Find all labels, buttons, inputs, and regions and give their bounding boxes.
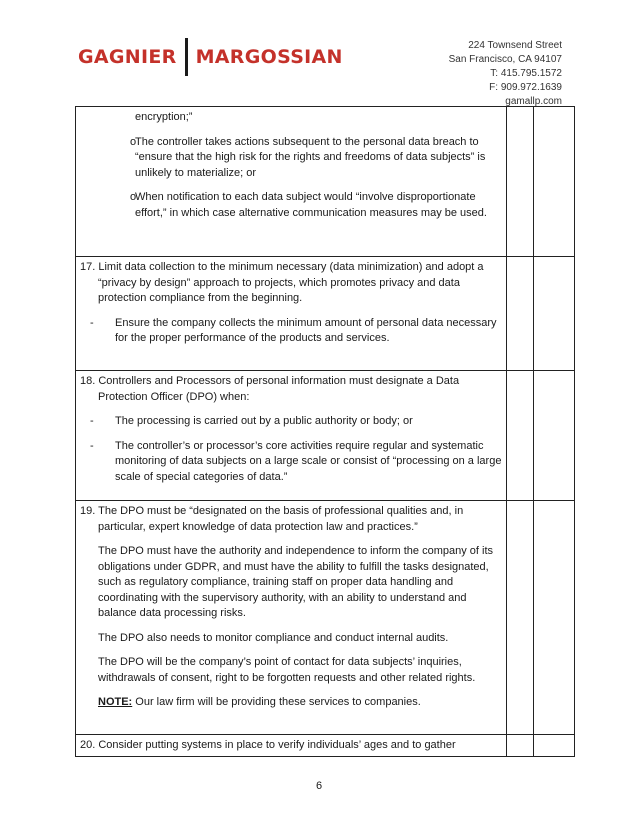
dash-marker: - bbox=[90, 316, 94, 329]
item-text: The controller takes actions subsequent to the personal data breach to “ensure that the high risk for the rights and freedoms of data subjects” is unlikely to materialize; or bbox=[135, 135, 486, 179]
empty-cell bbox=[534, 501, 575, 735]
item-paragraph: The DPO must have the authority and independence to inform the company of its obligations under GDPR, and must have the ability to fulfill the tasks designated, such as regulatory compliance, training staff on proper data handling and coordinating with the supervisory authority, with an ability to understand and balance data processing risks. bbox=[98, 545, 494, 619]
empty-cell bbox=[507, 501, 534, 735]
list-item bbox=[80, 110, 502, 126]
item-title: 18. Controllers and Processors of personal information must designate a Data Protection Officer (DPO) when: bbox=[80, 375, 460, 403]
table-row bbox=[76, 371, 575, 501]
dash-marker: - bbox=[90, 439, 94, 452]
item-text: The processing is carried out by a public authority or body; or bbox=[115, 415, 413, 427]
logo-divider bbox=[185, 38, 188, 76]
table-row bbox=[76, 107, 575, 257]
list-item bbox=[80, 135, 502, 182]
dash-marker: - bbox=[90, 415, 94, 427]
note-paragraph bbox=[80, 695, 502, 711]
note-text: Our law firm will be providing these services to companies. bbox=[132, 696, 421, 708]
firm-logo bbox=[78, 37, 343, 77]
list-item bbox=[80, 414, 502, 430]
item-cell bbox=[76, 501, 507, 735]
item-text: Ensure the company collects the minimum amount of personal data necessary for the proper performance of the products and services. bbox=[115, 316, 497, 344]
item-title: 20. Consider putting systems in place to verify individuals’ ages and to gather bbox=[80, 739, 456, 751]
logo-right-word: MARGOSSIAN bbox=[195, 46, 343, 68]
empty-cell bbox=[534, 735, 575, 757]
empty-cell bbox=[507, 371, 534, 501]
item-text: When notification to each data subject would “involve disproportionate effort,” in which case alternative communication measures may be used. bbox=[135, 191, 487, 219]
address-city: San Francisco, CA 94107 bbox=[448, 54, 562, 65]
address-website: gamallp.com bbox=[505, 96, 562, 107]
table-row bbox=[76, 257, 575, 371]
bullet-marker: o bbox=[130, 135, 137, 148]
firm-address bbox=[449, 39, 562, 109]
empty-cell bbox=[507, 257, 534, 371]
item-cell bbox=[76, 257, 507, 371]
checklist-table bbox=[75, 106, 575, 757]
empty-cell bbox=[507, 735, 534, 757]
bullet-marker: o bbox=[130, 191, 137, 203]
address-phone: T: 415.795.1572 bbox=[490, 68, 562, 79]
item-text: encryption;” bbox=[135, 111, 193, 123]
empty-cell bbox=[534, 371, 575, 501]
address-street: 224 Townsend Street bbox=[468, 40, 562, 51]
item-paragraph: The DPO also needs to monitor compliance and conduct internal audits. bbox=[98, 631, 449, 644]
list-item bbox=[80, 190, 502, 221]
item-cell bbox=[76, 107, 507, 257]
table-row bbox=[76, 501, 575, 735]
item-cell bbox=[76, 735, 507, 757]
item-title: 19. The DPO must be “designated on the basis of professional qualities and, in particular, expert knowledge of data protection law and practices.” bbox=[80, 505, 464, 533]
empty-cell bbox=[534, 107, 575, 257]
address-fax: F: 909.972.1639 bbox=[489, 82, 562, 93]
item-cell bbox=[76, 371, 507, 501]
list-item bbox=[80, 439, 502, 486]
item-paragraph: The DPO will be the company’s point of contact for data subjects’ inquiries, withdrawals of consent, right to be forgotten requests and other related rights. bbox=[98, 656, 476, 684]
table-row bbox=[76, 735, 575, 757]
note-label: NOTE: bbox=[98, 696, 133, 708]
item-title: 17. Limit data collection to the minimum necessary (data minimization) and adopt a “privacy by design” approach to projects, which promotes privacy and data protection compliance from the beginning. bbox=[80, 261, 484, 304]
empty-cell bbox=[507, 107, 534, 257]
page-number: 6 bbox=[315, 780, 323, 792]
item-text: The controller’s or processor’s core activities require regular and systematic monitoring of data subjects on a large scale or consist of “processing on a large scale of special categories of data.” bbox=[115, 439, 502, 483]
list-item bbox=[80, 316, 502, 347]
logo-left-word: GAGNIER bbox=[78, 46, 177, 68]
empty-cell bbox=[534, 257, 575, 371]
